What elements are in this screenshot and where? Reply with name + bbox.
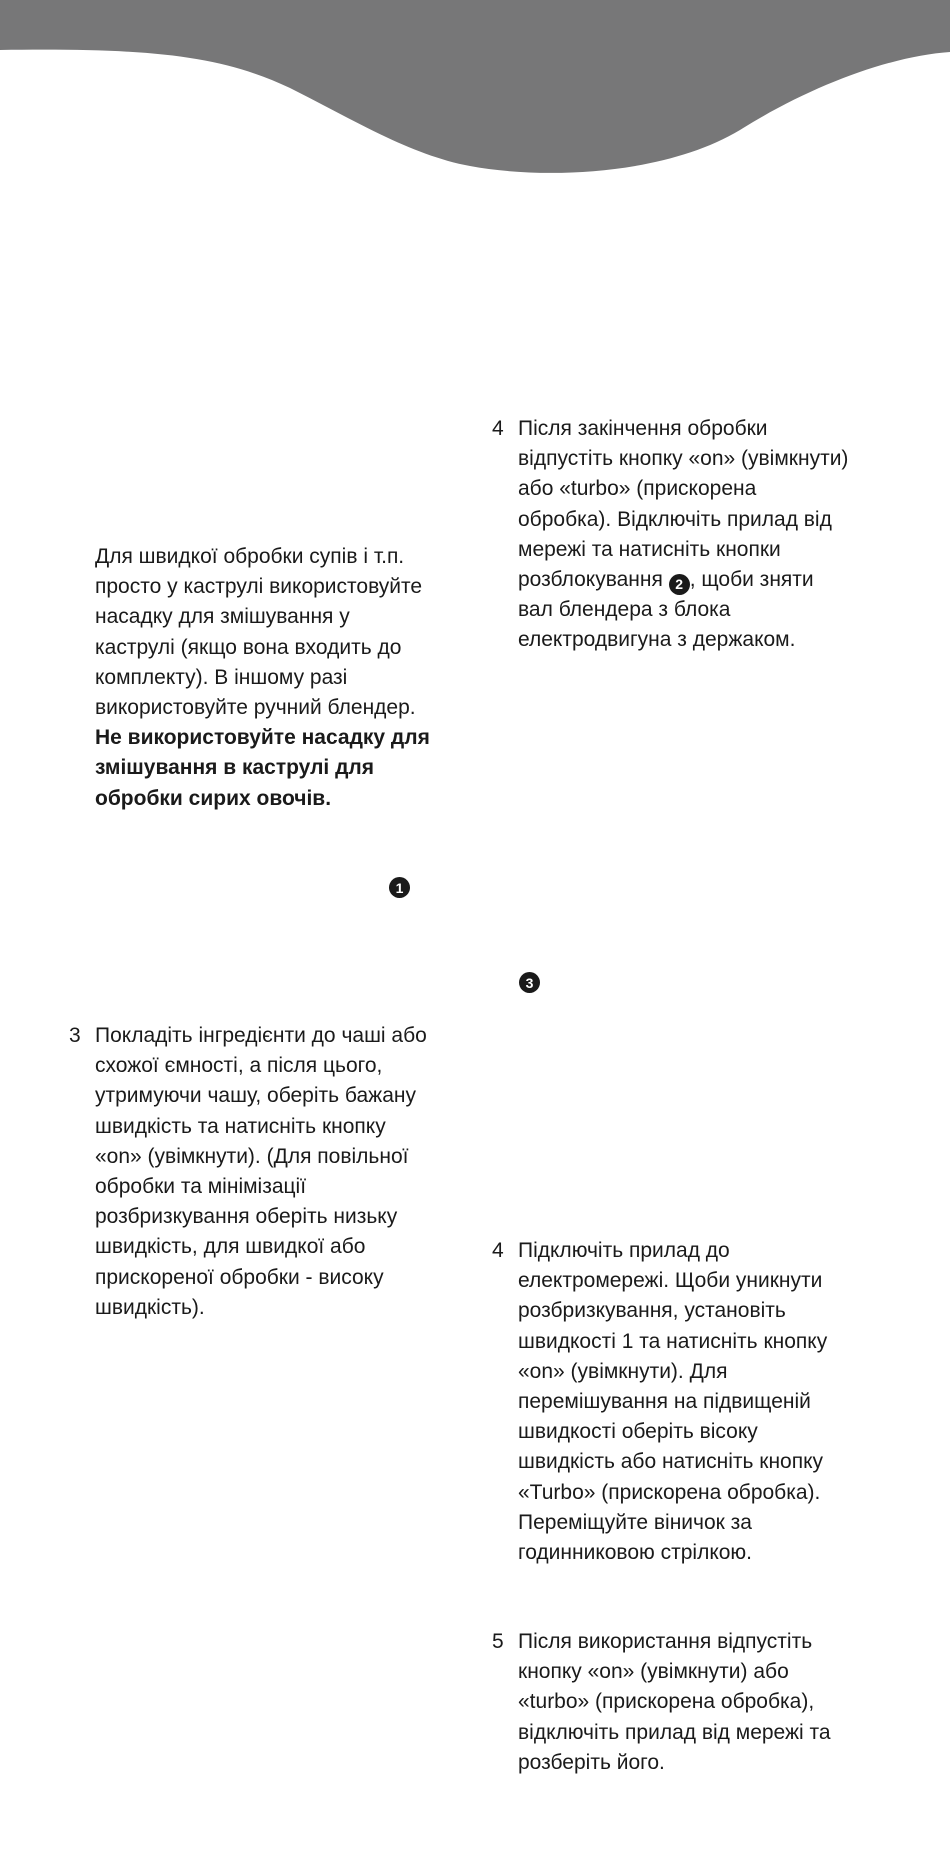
intro-warning: Не використовуйте насадку для змішування в каструлі для обробки сирих овочів.: [95, 726, 430, 810]
intro-text: Для швидкої обробки супів і т.п. просто у каструлі використовуйте насадку для змішування у каструлі (якщо вона входить до комплекту). В іншому разі використовуйте ручний блендер.: [95, 545, 423, 720]
intro-paragraph: [95, 542, 475, 814]
step-text: Підключіть прилад до електромережі. Щоби уникнути розбризкування, установіть швидкості 1 та натисніть кнопку «on» (увімкнути). Для перемішування на підвищеній швидкості оберіть вісоку швидкість або натисніть кнопку «Turbo» (прискорена обробка). Переміщуйте віничок за годинниковою стрілкою.: [518, 1239, 828, 1565]
figure-marker-2: 2: [669, 574, 690, 595]
step-number: 3: [69, 1024, 81, 1047]
step-text-part-2: , щоби зняти вал блендера з блока електродвигуна з держаком.: [518, 568, 814, 652]
step-text: Покладіть інгредієнти до чаші або схожої ємності, а після цього, утримуючи чашу, оберіть бажану швидкість та натисніть кнопку «on» (увімкнути). (Для повільної обробки та мінімізації розбризкування оберіть низьку швидкість, для швидкої або прискореної обробки - високу швидкість).: [95, 1024, 427, 1319]
step-text: [518, 414, 918, 656]
figure-marker-1: 1: [389, 877, 410, 898]
step-number: 4: [492, 1239, 504, 1262]
step-number: 5: [492, 1630, 504, 1653]
figure-marker-3: 3: [519, 972, 540, 993]
step-text-part-1: Після закінчення обробки відпустіть кнопку «on» (увімкнути) або «turbo» (прискорена обробка). Відключіть прилад від мережі та натисніть кнопки розблокування: [518, 417, 849, 592]
header-wave-band: [0, 0, 950, 175]
step-number: 4: [492, 417, 504, 440]
step-text: Після використання відпустіть кнопку «on» (увімкнути) або «turbo» (прискорена обробка), відключіть прилад від мережі та розберіть його.: [518, 1630, 831, 1774]
